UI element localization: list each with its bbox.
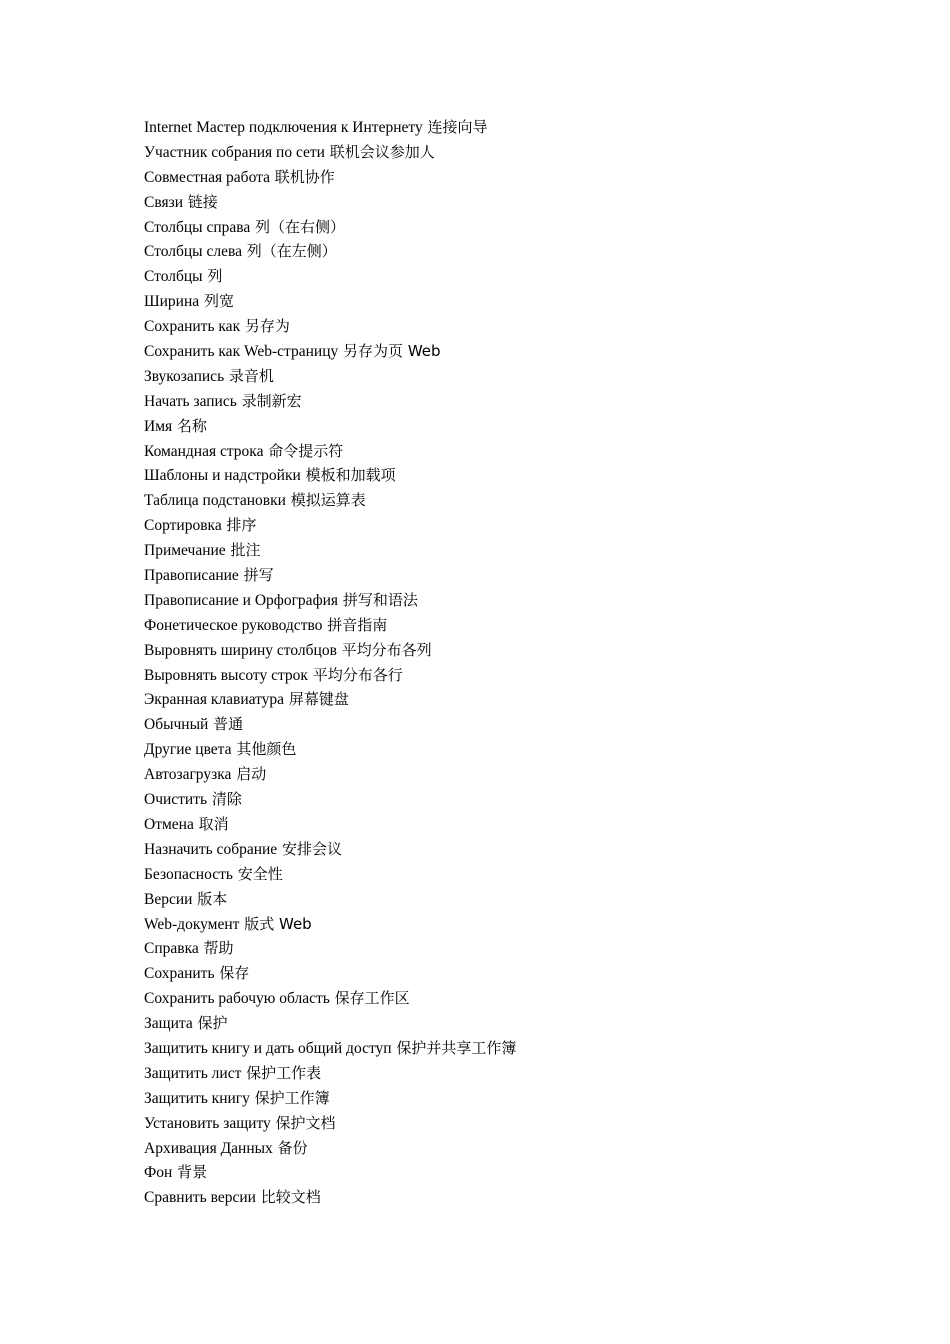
term-russian: Обычный xyxy=(144,716,209,734)
term-chinese: 拼音指南 xyxy=(327,615,388,634)
term-chinese: 启动 xyxy=(236,765,267,784)
term-chinese: 拼写和语法 xyxy=(342,590,418,609)
term-chinese: 联机会议参加人 xyxy=(329,142,435,161)
term-russian: Web-документ xyxy=(144,915,240,933)
glossary-list xyxy=(144,115,516,1210)
glossary-entry xyxy=(144,812,516,837)
glossary-entry xyxy=(144,588,516,613)
term-russian: Таблица подстановки xyxy=(144,492,286,510)
term-chinese: 录制新宏 xyxy=(241,391,302,410)
glossary-entry xyxy=(144,165,516,190)
term-chinese: 批注 xyxy=(230,541,261,560)
term-chinese: 背景 xyxy=(177,1163,208,1182)
glossary-entry xyxy=(144,239,516,264)
glossary-entry xyxy=(144,1160,516,1185)
term-chinese: 保护文档 xyxy=(275,1113,336,1132)
term-chinese: 列（在右侧） xyxy=(255,217,346,236)
glossary-entry xyxy=(144,862,516,887)
glossary-entry xyxy=(144,1136,516,1161)
term-chinese: 保护工作簿 xyxy=(254,1088,330,1107)
term-russian: Фон xyxy=(144,1164,173,1182)
term-russian: Сохранить рабочую область xyxy=(144,990,330,1008)
term-chinese: 取消 xyxy=(198,814,229,833)
term-chinese: 拼写 xyxy=(243,566,274,585)
term-chinese: 保护并共享工作簿 xyxy=(396,1038,517,1057)
glossary-entry xyxy=(144,687,516,712)
glossary-entry xyxy=(144,389,516,414)
term-chinese: 另存为页 Web xyxy=(343,342,441,361)
glossary-entry xyxy=(144,339,516,364)
glossary-entry xyxy=(144,414,516,439)
term-russian: Очистить xyxy=(144,791,208,809)
term-russian: Назначить собрание xyxy=(144,840,278,858)
term-russian: Выровнять высоту строк xyxy=(144,666,308,684)
glossary-entry xyxy=(144,563,516,588)
term-chinese: 平均分布各行 xyxy=(312,665,403,684)
glossary-entry xyxy=(144,887,516,912)
glossary-entry xyxy=(144,513,516,538)
term-chinese: 普通 xyxy=(213,715,244,734)
term-russian: Сравнить версии xyxy=(144,1189,256,1207)
term-chinese: 其他颜色 xyxy=(236,740,297,759)
term-chinese: 版本 xyxy=(197,889,228,908)
glossary-entry xyxy=(144,787,516,812)
term-russian: Архивация Данных xyxy=(144,1139,273,1157)
term-russian: Справка xyxy=(144,940,199,958)
term-chinese: 名称 xyxy=(176,416,207,435)
term-russian: Сортировка xyxy=(144,517,222,535)
term-russian: Правописание xyxy=(144,567,239,585)
glossary-entry xyxy=(144,1036,516,1061)
term-russian: Защита xyxy=(144,1015,193,1033)
glossary-entry xyxy=(144,190,516,215)
term-chinese: 连接向导 xyxy=(427,118,488,136)
term-russian: Экранная клавиатура xyxy=(144,691,285,709)
term-russian: Другие цвета xyxy=(144,741,232,759)
term-russian: Правописание и Орфография xyxy=(144,591,339,609)
term-russian: Защитить лист xyxy=(144,1064,242,1082)
term-russian: Шаблоны и надстройки xyxy=(144,467,301,485)
glossary-entry xyxy=(144,613,516,638)
term-russian: Автозагрузка xyxy=(144,766,232,784)
term-chinese: 安排会议 xyxy=(281,839,342,858)
term-russian: Связи xyxy=(144,193,183,211)
glossary-entry xyxy=(144,140,516,165)
term-russian: Выровнять ширину столбцов xyxy=(144,641,337,659)
glossary-entry xyxy=(144,663,516,688)
term-russian: Столбцы xyxy=(144,268,203,286)
term-chinese: 清除 xyxy=(211,790,242,809)
term-chinese: 屏幕键盘 xyxy=(288,690,349,709)
term-chinese: 录音机 xyxy=(228,366,274,385)
term-russian: Защитить книгу и дать общий доступ xyxy=(144,1039,392,1057)
glossary-entry xyxy=(144,463,516,488)
glossary-entry xyxy=(144,314,516,339)
term-russian: Сохранить xyxy=(144,965,215,983)
term-russian: Начать запись xyxy=(144,392,237,410)
glossary-entry xyxy=(144,837,516,862)
glossary-entry xyxy=(144,264,516,289)
term-chinese: 比较文档 xyxy=(260,1188,321,1207)
term-russian: Отмена xyxy=(144,815,194,833)
term-russian: Безопасность xyxy=(144,865,233,883)
term-chinese: 备份 xyxy=(277,1138,308,1157)
glossary-entry xyxy=(144,712,516,737)
term-russian: Версии xyxy=(144,890,193,908)
glossary-entry xyxy=(144,737,516,762)
term-russian: Защитить книгу xyxy=(144,1089,250,1107)
term-chinese: 模板和加载项 xyxy=(305,466,396,485)
glossary-entry xyxy=(144,936,516,961)
glossary-entry xyxy=(144,912,516,937)
term-chinese: 保存 xyxy=(219,964,250,983)
term-russian: Совместная работа xyxy=(144,168,270,186)
term-chinese: 命令提示符 xyxy=(268,441,344,460)
term-russian: Участник собрания по сети xyxy=(144,143,325,161)
glossary-entry xyxy=(144,115,516,140)
term-russian: Сохранить как Web-страницу xyxy=(144,343,339,361)
glossary-entry xyxy=(144,1185,516,1210)
term-chinese: 帮助 xyxy=(203,939,234,958)
term-russian: Сохранить как xyxy=(144,318,241,336)
glossary-entry xyxy=(144,762,516,787)
term-chinese: 联机协作 xyxy=(274,167,335,186)
term-russian: Звукозапись xyxy=(144,367,225,385)
glossary-entry xyxy=(144,289,516,314)
term-chinese: 链接 xyxy=(187,192,218,211)
glossary-entry xyxy=(144,1011,516,1036)
term-chinese: 平均分布各列 xyxy=(341,640,432,659)
glossary-entry xyxy=(144,1086,516,1111)
glossary-entry xyxy=(144,986,516,1011)
glossary-entry xyxy=(144,364,516,389)
term-chinese: 排序 xyxy=(226,516,257,535)
term-russian: Internet Мастер подключения к Интернету xyxy=(144,119,423,136)
glossary-entry xyxy=(144,215,516,240)
term-russian: Примечание xyxy=(144,542,226,560)
glossary-entry xyxy=(144,538,516,563)
term-chinese: 模拟运算表 xyxy=(290,491,366,510)
term-chinese: 保存工作区 xyxy=(334,989,410,1008)
term-chinese: 列（在左侧） xyxy=(246,242,337,261)
term-russian: Столбцы слева xyxy=(144,243,242,261)
term-russian: Командная строка xyxy=(144,442,264,460)
glossary-entry xyxy=(144,1111,516,1136)
term-russian: Ширина xyxy=(144,293,200,311)
term-chinese: 列 xyxy=(207,267,223,286)
glossary-entry xyxy=(144,439,516,464)
glossary-entry xyxy=(144,488,516,513)
term-chinese: 版式 Web xyxy=(244,914,312,933)
term-chinese: 另存为 xyxy=(244,317,290,336)
term-russian: Имя xyxy=(144,417,173,435)
term-chinese: 保护 xyxy=(197,1014,228,1033)
term-russian: Столбцы справа xyxy=(144,218,251,236)
glossary-entry xyxy=(144,1061,516,1086)
glossary-entry xyxy=(144,961,516,986)
glossary-entry xyxy=(144,638,516,663)
term-chinese: 保护工作表 xyxy=(246,1063,322,1082)
term-russian: Фонетическое руководство xyxy=(144,616,323,634)
term-russian: Установить защиту xyxy=(144,1114,271,1132)
term-chinese: 列宽 xyxy=(203,292,234,311)
term-chinese: 安全性 xyxy=(237,864,283,883)
